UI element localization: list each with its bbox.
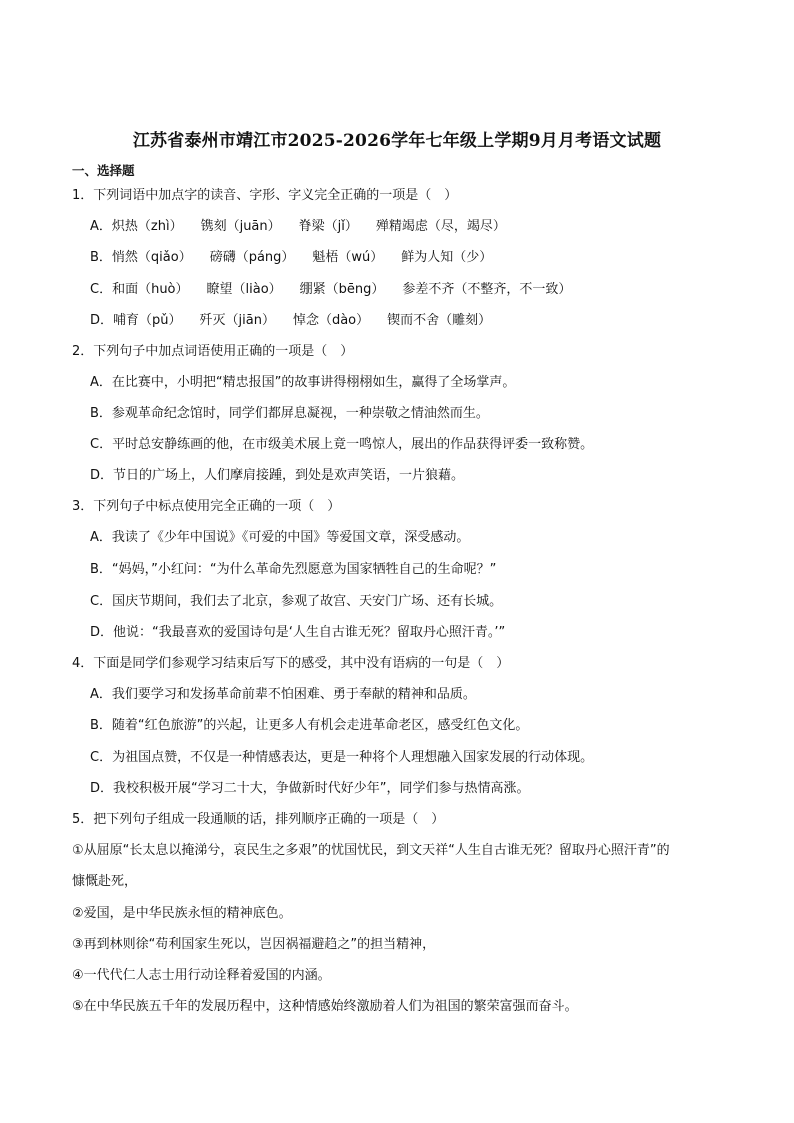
option-a: A．在比赛中，小明把“精忠报国”的故事讲得栩栩如生，赢得了全场掌声。 — [90, 375, 516, 390]
option-row — [90, 313, 509, 329]
option-c: C．平时总安静练画的他，在市级美术展上竟一鸣惊人，展出的作品获得评委一致称赞。 — [90, 437, 594, 452]
section-heading: 一、选择题 — [72, 163, 135, 178]
option-c: C．为祖国点赞，不仅是一种情感表达，更是一种将个人理想融入国家发展的行动体现。 — [90, 750, 594, 765]
sentence-5: ⑤在中华民族五千年的发展历程中，这种情感始终激励着人们为祖国的繁荣富强而奋斗。 — [72, 999, 578, 1014]
option-a: A．炽热（zhì） — [90, 219, 183, 234]
option-b: B．悄然（qiǎo） — [90, 250, 192, 265]
sentence-1: ①从屈原“长太息以掩涕兮，哀民生之多艰”的忧国忧民，到文天祥“人生自古谁无死？留取丹心照汗青”的 — [72, 843, 670, 858]
option-d: D．节日的广场上，人们摩肩接踵，到处是欢声笑语，一片狼藉。 — [90, 468, 465, 483]
option-item: 瞭望（liào） — [206, 282, 282, 297]
option-item: 锲而不舍（雕刻） — [387, 313, 492, 328]
option-b: B．“妈妈，”小红问：“为什么革命先烈愿意为国家牺牲自己的生命呢？” — [90, 562, 497, 577]
option-row — [90, 282, 589, 298]
option-item: 魁梧（wú） — [312, 250, 384, 265]
question-stem: 1．下列词语中加点字的读音、字形、字义完全正确的一项是（ ） — [72, 188, 458, 203]
option-item: 镌刻（juān） — [200, 219, 281, 234]
question-stem: 5．把下列句子组成一段通顺的话，排列顺序正确的一项是（ ） — [72, 812, 445, 827]
option-item: 悼念（dào） — [292, 313, 370, 328]
option-c: C．和面（huò） — [90, 282, 189, 297]
option-row — [90, 250, 510, 266]
option-a: A．我们要学习和发扬革命前辈不怕困难、勇于奉献的精神和品质。 — [90, 687, 476, 702]
sentence-3: ③再到林则徐“苟利国家生死以，岂因祸福避趋之”的担当精神， — [72, 937, 436, 952]
sentence-4: ④一代代仁人志士用行动诠释着爱国的内涵。 — [72, 968, 331, 983]
question-stem: 4．下面是同学们参观学习结束后写下的感受，其中没有语病的一句是（ ） — [72, 656, 510, 671]
option-b: B．随着“红色旅游”的兴起，让更多人有机会走进革命老区，感受红色文化。 — [90, 718, 529, 733]
option-item: 脊梁（jǐ） — [298, 219, 358, 234]
sentence-2: ②爱国，是中华民族永恒的精神底色。 — [72, 906, 292, 921]
option-b: B．参观革命纪念馆时，同学们都屏息凝视，一种崇敬之情油然而生。 — [90, 406, 489, 421]
option-d: D．他说：“我最喜欢的爱国诗句是‘人生自古谁无死？留取丹心照汗青。’” — [90, 625, 506, 640]
option-item: 殚精竭虑（尽，竭尽） — [375, 219, 506, 234]
option-d: D．我校积极开展“学习二十大，争做新时代好少年”，同学们参与热情高涨。 — [90, 781, 530, 796]
option-item: 参差不齐（不整齐，不一致） — [402, 282, 572, 297]
option-a: A．我读了《少年中国说》《可爱的中国》等爱国文章，深受感动。 — [90, 530, 470, 545]
option-item: 歼灭（jiān） — [199, 313, 275, 328]
question-stem: 3．下列句子中标点使用完全正确的一项（ ） — [72, 499, 341, 514]
option-item: 绷紧（bēng） — [299, 282, 385, 297]
option-d: D．哺育（pǔ） — [90, 313, 182, 328]
sentence-1-continued: 慷慨赴死， — [72, 874, 138, 889]
option-item: 鲜为人知（少） — [401, 250, 493, 265]
option-item: 磅礴（páng） — [209, 250, 295, 265]
question-stem: 2．下列句子中加点词语使用正确的一项是（ ） — [72, 344, 354, 359]
option-row — [90, 219, 524, 235]
page-title: 江苏省泰州市靖江市2025-2026学年七年级上学期9月月考语文试题 — [132, 131, 662, 151]
option-c: C．国庆节期间，我们去了北京，参观了故宫、天安门广场、还有长城。 — [90, 594, 503, 609]
